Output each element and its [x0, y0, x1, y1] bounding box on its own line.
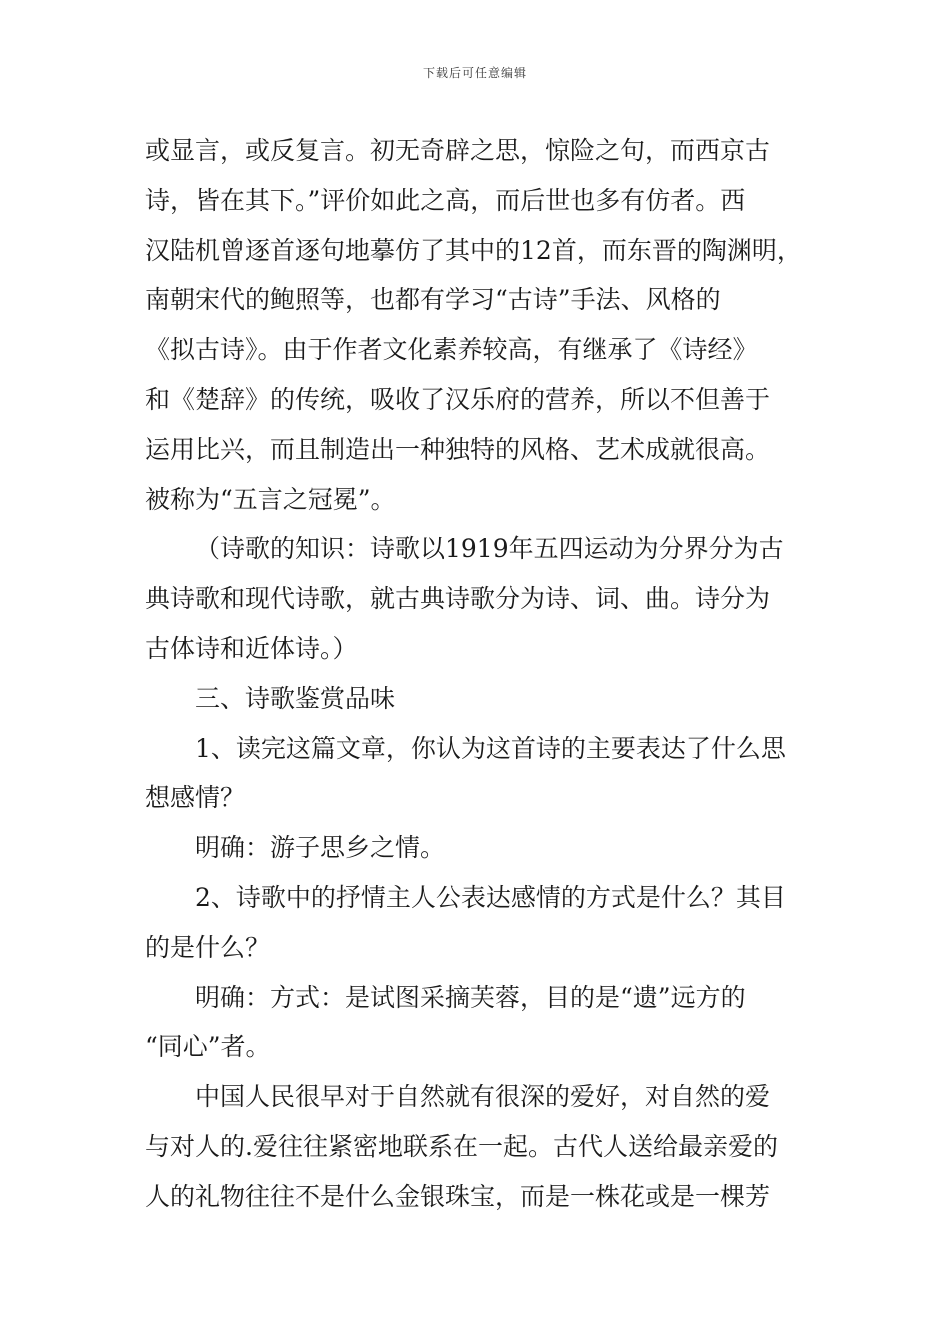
text-line: 《拟古诗》。由于作者文化素养较高，有继承了《诗经》 [145, 335, 758, 365]
text-line: 典诗歌和现代诗歌，就古典诗歌分为诗、词、曲。诗分为 [145, 584, 771, 614]
text-line: 或显言，或反复言。初无奇辟之思，惊险之句，而西京古 [145, 136, 771, 165]
answer-line: 明确：游子思乡之情。 [195, 833, 446, 863]
question-line: 的是什么？ [145, 932, 271, 962]
section-heading: 三、诗歌鉴赏品味 [195, 683, 396, 713]
text-line: 运用比兴，而且制造出一种独特的风格、艺术成就很高。 [145, 434, 771, 464]
question-line: 想感情？ [145, 783, 246, 813]
text-line: 中国人民很早对于自然就有很深的爱好，对自然的爱 [195, 1082, 771, 1112]
text-line: 与对人的.爱往往紧密地联系在一起。古代人送给最亲爱的 [145, 1131, 778, 1161]
answer-line: 明确：方式：是试图采摘芙蓉，目的是“遗”远方的 [195, 982, 746, 1012]
question-line: 1、读完这篇文章，你认为这首诗的主要表达了什么思 [195, 733, 786, 763]
text-line: 和《楚辞》的传统，吸收了汉乐府的营养，所以不但善于 [145, 384, 771, 414]
page-header: 下载后可任意编辑 [422, 66, 527, 80]
question-line: 2、诗歌中的抒情主人公表达感情的方式是什么？其目 [195, 882, 786, 912]
document-body [145, 126, 835, 1222]
text-line: 汉陆机曾逐首逐句地摹仿了其中的12首，而东晋的陶渊明， [145, 235, 802, 265]
text-line: （诗歌的知识：诗歌以1919年五四运动为分界分为古 [195, 534, 784, 564]
text-line: 人的礼物往往不是什么金银珠宝，而是一株花或是一棵芳 [145, 1181, 771, 1211]
text-line: 诗，皆在其下。”评价如此之高，而后世也多有仿者。西 [145, 185, 746, 215]
text-line: 南朝宋代的鲍照等，也都有学习“古诗”手法、风格的 [145, 285, 721, 315]
text-line: 古体诗和近体诗。） [145, 633, 358, 663]
answer-line: “同心”者。 [145, 1032, 271, 1062]
text-line: 被称为“五言之冠冕”。 [145, 484, 396, 514]
